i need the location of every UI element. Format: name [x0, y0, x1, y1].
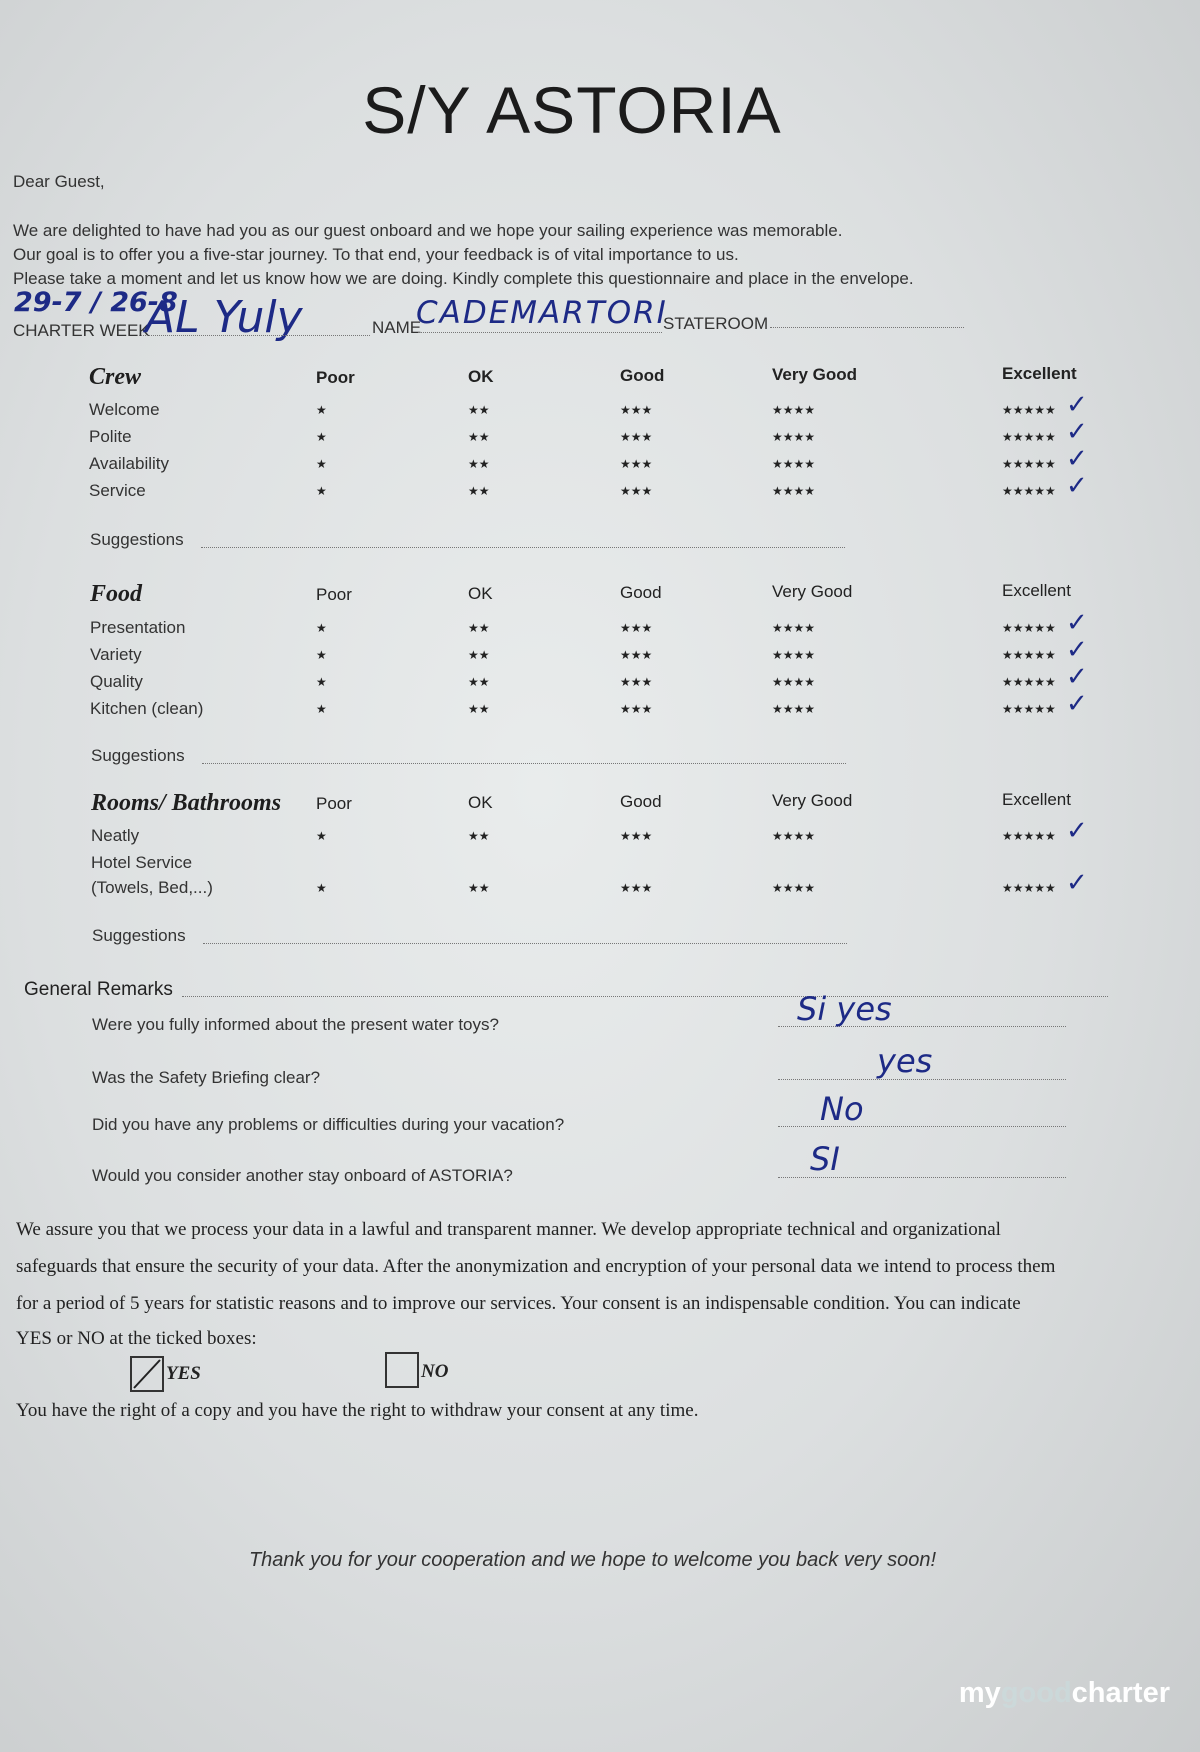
remark-question: Did you have any problems or difficulties during your vacation? — [92, 1115, 565, 1134]
suggestions-field[interactable] — [201, 547, 845, 548]
guest-name-value: CADEMARTORI — [416, 295, 668, 331]
general-remarks-label: General Remarks — [24, 979, 173, 1000]
rating-stars[interactable]: ★★ — [468, 621, 490, 635]
rating-item-label: Kitchen (clean) — [90, 699, 204, 718]
rating-stars[interactable]: ★★★★ — [772, 675, 816, 689]
remark-answer: No — [820, 1090, 864, 1128]
rating-column-header: OK — [468, 584, 493, 603]
rating-item-label: Presentation — [90, 618, 186, 637]
rating-column-header: OK — [468, 367, 494, 386]
rating-stars[interactable]: ★★ — [468, 702, 490, 716]
rating-stars[interactable]: ★★★ — [620, 881, 653, 895]
rating-column-header: Poor — [316, 794, 352, 813]
intro-line: Please take a moment and let us know how we are doing. Kindly complete this questionnaire and place in the envelope. — [13, 269, 914, 288]
rating-stars[interactable]: ★ — [316, 648, 327, 662]
rating-stars[interactable]: ★★★★ — [772, 648, 816, 662]
suggestions-label: Suggestions — [91, 746, 185, 765]
rating-stars[interactable]: ★★★★ — [772, 484, 816, 498]
check-mark-icon: ✓ — [1066, 635, 1088, 665]
check-mark-icon: ✓ — [1066, 816, 1088, 846]
rating-stars[interactable]: ★ — [316, 457, 327, 471]
rating-stars[interactable]: ★★★★★ — [1002, 648, 1056, 662]
rating-stars[interactable]: ★★ — [468, 648, 490, 662]
check-mark-icon: ✓ — [1066, 608, 1088, 638]
check-mark-icon: ✓ — [1066, 868, 1088, 898]
rating-stars[interactable]: ★★★★★ — [1002, 403, 1056, 417]
rating-stars[interactable]: ★ — [316, 829, 327, 843]
rating-item-label: Availability — [89, 454, 170, 473]
check-mark-icon: ✓ — [1066, 444, 1088, 474]
intro-line: Our goal is to offer you a five-star journey. To that end, your feedback is of vital importance to us. — [13, 245, 739, 264]
rating-stars[interactable]: ★★ — [468, 484, 490, 498]
privacy-line: safeguards that ensure the security of your data. After the anonymization and encryption of your personal data we intend to process them — [16, 1256, 1056, 1277]
check-mark-icon: ✓ — [1066, 662, 1088, 692]
rating-stars[interactable]: ★ — [316, 675, 327, 689]
remark-answer: SI — [810, 1140, 840, 1178]
rating-stars[interactable]: ★★★ — [620, 648, 653, 662]
consent-yes-checkbox[interactable] — [130, 1356, 164, 1392]
rating-stars[interactable]: ★ — [316, 484, 327, 498]
section-title: Crew — [89, 364, 142, 390]
rating-stars[interactable]: ★★★★ — [772, 403, 816, 417]
remark-question: Would you consider another stay onboard of ASTORIA? — [92, 1166, 513, 1185]
watermark-logo: mygoodcharter — [958, 1677, 1170, 1709]
rating-stars[interactable]: ★★ — [468, 675, 490, 689]
stateroom-label: STATEROOM — [663, 314, 769, 333]
rating-item-label: (Towels, Bed,...) — [91, 878, 213, 897]
charter-week-dates: 29-7 / 26-8 — [14, 287, 178, 318]
rating-column-header: Poor — [316, 368, 355, 387]
name-label: NAME — [372, 318, 422, 337]
rating-item-label: Variety — [90, 645, 142, 664]
consent-no-label: NO — [421, 1361, 449, 1382]
rating-column-header: Very Good — [772, 791, 853, 810]
consent-yes-label: YES — [166, 1363, 201, 1384]
rating-column-header: Very Good — [772, 365, 858, 384]
remark-answer: Si yes — [797, 990, 892, 1028]
rating-column-header: Excellent — [1002, 364, 1077, 383]
rating-stars[interactable]: ★★★★★ — [1002, 881, 1056, 895]
rating-stars[interactable]: ★★ — [468, 430, 490, 444]
rating-stars[interactable]: ★★★★★ — [1002, 484, 1056, 498]
charter-week-label: CHARTER WEEK — [13, 321, 150, 340]
rating-stars[interactable]: ★★★ — [620, 430, 653, 444]
rating-stars[interactable]: ★★★★★ — [1002, 621, 1056, 635]
rating-stars[interactable]: ★ — [316, 702, 327, 716]
rating-item-label: Hotel Service — [91, 853, 193, 872]
rating-stars[interactable]: ★ — [316, 621, 327, 635]
check-mark-icon: ✓ — [1066, 471, 1088, 501]
rating-stars[interactable]: ★★ — [468, 829, 490, 843]
rating-column-header: Good — [620, 366, 665, 385]
rating-column-header: OK — [468, 793, 493, 812]
rating-column-header: Good — [620, 583, 662, 602]
check-mark-icon: ✓ — [1066, 689, 1088, 719]
rating-column-header: Good — [620, 792, 662, 811]
rating-stars[interactable]: ★★★ — [620, 403, 653, 417]
rating-stars[interactable]: ★ — [316, 881, 327, 895]
check-mark-icon: ✓ — [1066, 390, 1088, 420]
rating-stars[interactable]: ★★★ — [620, 457, 653, 471]
rating-stars[interactable]: ★★★ — [620, 621, 653, 635]
rating-stars[interactable]: ★★★★ — [772, 702, 816, 716]
privacy-line: YES or NO at the ticked boxes: — [16, 1328, 257, 1349]
suggestions-field[interactable] — [202, 763, 846, 764]
rating-stars[interactable]: ★★★★★ — [1002, 430, 1056, 444]
rating-stars[interactable]: ★★ — [468, 881, 490, 895]
remark-question: Was the Safety Briefing clear? — [92, 1068, 321, 1087]
slash-mark-icon — [132, 1358, 162, 1390]
rating-stars[interactable]: ★★★ — [620, 702, 653, 716]
rights-note: You have the right of a copy and you have the right to withdraw your consent at any time. — [16, 1400, 699, 1421]
consent-no-checkbox[interactable] — [385, 1352, 419, 1388]
rating-stars[interactable]: ★★ — [468, 457, 490, 471]
section-title: Food — [90, 581, 143, 607]
privacy-line: for a period of 5 years for statistic reasons and to improve our services. Your consent is an indispensable condition. You can indicate — [16, 1293, 1021, 1314]
rating-column-header: Excellent — [1002, 581, 1071, 600]
suggestions-field[interactable] — [203, 943, 847, 944]
intro-line: We are delighted to have had you as our guest onboard and we hope your sailing experience was memorable. — [13, 221, 843, 240]
rating-stars[interactable]: ★★★★ — [772, 829, 816, 843]
rating-stars[interactable]: ★ — [316, 403, 327, 417]
rating-stars[interactable]: ★★★ — [620, 829, 653, 843]
remark-question: Were you fully informed about the present water toys? — [92, 1015, 499, 1034]
rating-stars[interactable]: ★★★★ — [772, 881, 816, 895]
rating-item-label: Service — [89, 481, 146, 500]
rating-item-label: Polite — [89, 427, 132, 446]
rating-stars[interactable]: ★★★★ — [772, 430, 816, 444]
charter-week-value: AL Yuly — [145, 292, 303, 343]
rating-item-label: Welcome — [89, 400, 160, 419]
rating-item-label: Quality — [90, 672, 143, 691]
rating-stars[interactable]: ★★★ — [620, 675, 653, 689]
rating-column-header: Very Good — [772, 582, 853, 601]
suggestions-label: Suggestions — [92, 926, 186, 945]
greeting: Dear Guest, — [13, 172, 105, 191]
rating-stars[interactable]: ★★★★ — [772, 621, 816, 635]
rating-stars[interactable]: ★★★★★ — [1002, 675, 1056, 689]
rating-column-header: Poor — [316, 585, 352, 604]
rating-stars[interactable]: ★★★★★ — [1002, 702, 1056, 716]
rating-stars[interactable]: ★ — [316, 430, 327, 444]
rating-item-label: Neatly — [91, 826, 140, 845]
check-mark-icon: ✓ — [1066, 417, 1088, 447]
privacy-line: We assure you that we process your data in a lawful and transparent manner. We develop appropriate technical and organizational — [16, 1219, 1001, 1240]
remark-answer: yes — [877, 1042, 933, 1080]
rating-column-header: Excellent — [1002, 790, 1071, 809]
section-title: Rooms/ Bathrooms — [91, 790, 282, 816]
page-title: S/Y ASTORIA — [362, 73, 782, 147]
rating-stars[interactable]: ★★★★ — [772, 457, 816, 471]
rating-stars[interactable]: ★★ — [468, 403, 490, 417]
rating-stars[interactable]: ★★★★★ — [1002, 829, 1056, 843]
rating-stars[interactable]: ★★★★★ — [1002, 457, 1056, 471]
suggestions-label: Suggestions — [90, 530, 184, 549]
rating-stars[interactable]: ★★★ — [620, 484, 653, 498]
thank-you-note: Thank you for your cooperation and we hope to welcome you back very soon! — [248, 1549, 937, 1571]
